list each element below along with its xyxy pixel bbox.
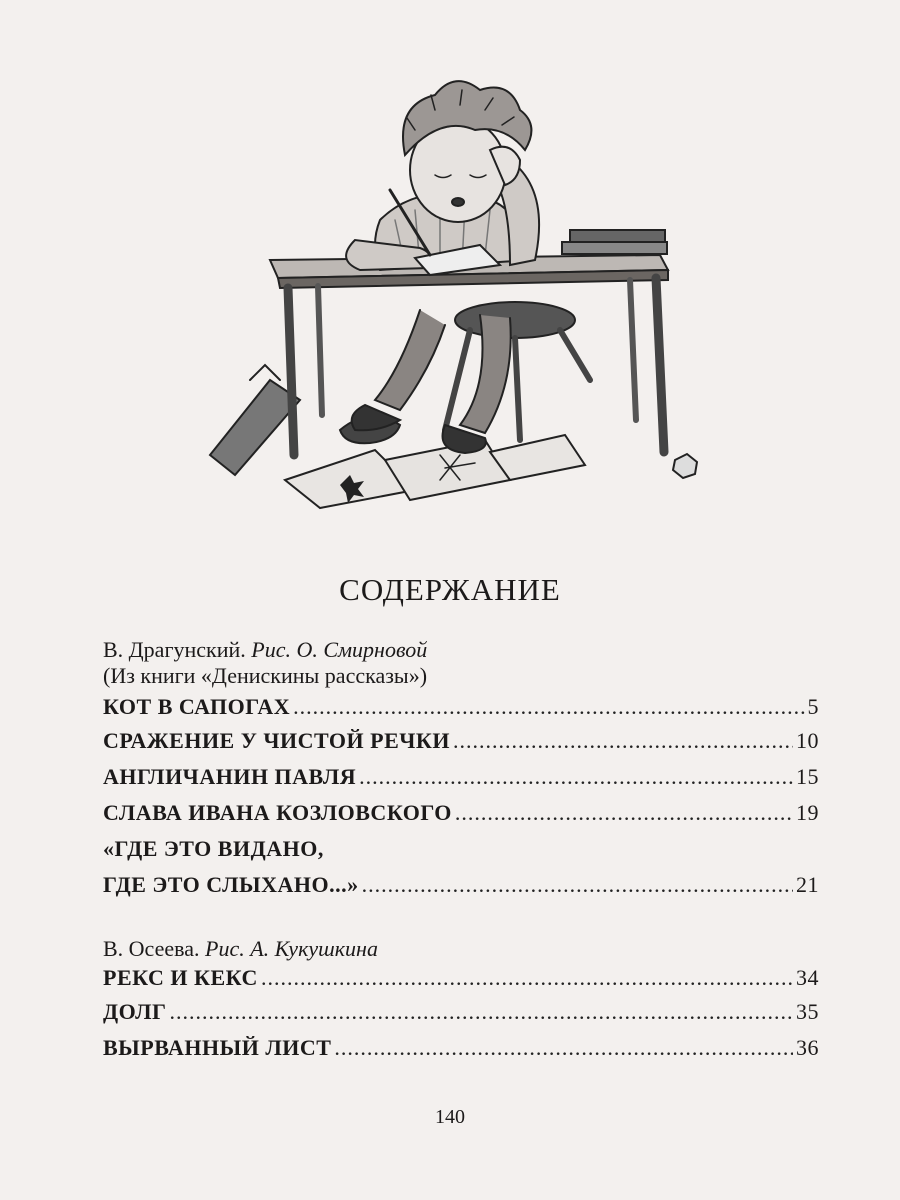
author-name: В. Драгунский.	[103, 637, 246, 662]
toc-entry-page: 19	[796, 800, 819, 825]
toc-entry-page: 10	[796, 728, 819, 753]
toc-entry-title: СРАЖЕНИЕ У ЧИСТОЙ РЕЧКИ	[103, 728, 450, 753]
leader-dots	[293, 691, 804, 723]
illustrator-credit: Рис. О. Смирновой	[251, 637, 428, 662]
toc-entry-line1[interactable]	[103, 831, 819, 867]
toc-entry-title: КОТ В САПОГАХ	[103, 694, 291, 719]
toc-entry[interactable]	[103, 759, 819, 795]
toc-entry[interactable]	[103, 994, 819, 1030]
contents-heading: СОДЕРЖАНИЕ	[339, 572, 561, 607]
toc-entry-page: 5	[807, 694, 819, 719]
toc-entry-title: ВЫРВАННЫЙ ЛИСТ	[103, 1035, 332, 1060]
boy-at-desk-illustration	[190, 80, 710, 510]
author-name: В. Осеева.	[103, 936, 200, 961]
toc-entry-title: ГДЕ ЭТО СЛЫХАНО...»	[103, 872, 359, 897]
toc-entry[interactable]	[103, 795, 819, 831]
section-source: (Из книги «Денискины рассказы»)	[103, 663, 428, 688]
toc-entry[interactable]	[103, 962, 819, 994]
toc-entry-title: РЕКС И КЕКС	[103, 965, 258, 990]
leader-dots	[453, 723, 793, 759]
toc-entry-title: ДОЛГ	[103, 999, 167, 1024]
toc-entry-title: СЛАВА ИВАНА КОЗЛОВСКОГО	[103, 800, 452, 825]
page-number: 140	[435, 1106, 465, 1128]
section-author	[103, 636, 819, 663]
toc-entry-page: 15	[796, 764, 819, 789]
toc-entry-title: АНГЛИЧАНИН ПАВЛЯ	[103, 764, 357, 789]
leader-dots	[170, 994, 793, 1030]
toc-entry[interactable]	[103, 723, 819, 759]
toc-entry-title: «ГДЕ ЭТО ВИДАНО,	[103, 836, 324, 861]
section-author	[103, 935, 819, 962]
toc-entry-line2[interactable]	[103, 867, 819, 903]
toc-entry[interactable]	[103, 1030, 819, 1066]
leader-dots	[455, 795, 793, 831]
toc-entry-page: 35	[796, 999, 819, 1024]
toc-entry[interactable]	[103, 691, 819, 723]
table-of-contents	[103, 636, 819, 1066]
leader-dots	[359, 759, 793, 795]
illustrator-credit: Рис. А. Кукушкина	[205, 936, 378, 961]
toc-entry-page: 34	[796, 965, 819, 990]
toc-entry-page: 36	[796, 1035, 819, 1060]
leader-dots	[362, 867, 793, 903]
toc-entry-page: 21	[796, 872, 819, 897]
leader-dots	[334, 1030, 793, 1066]
section-gap	[103, 903, 819, 935]
leader-dots	[261, 962, 793, 994]
